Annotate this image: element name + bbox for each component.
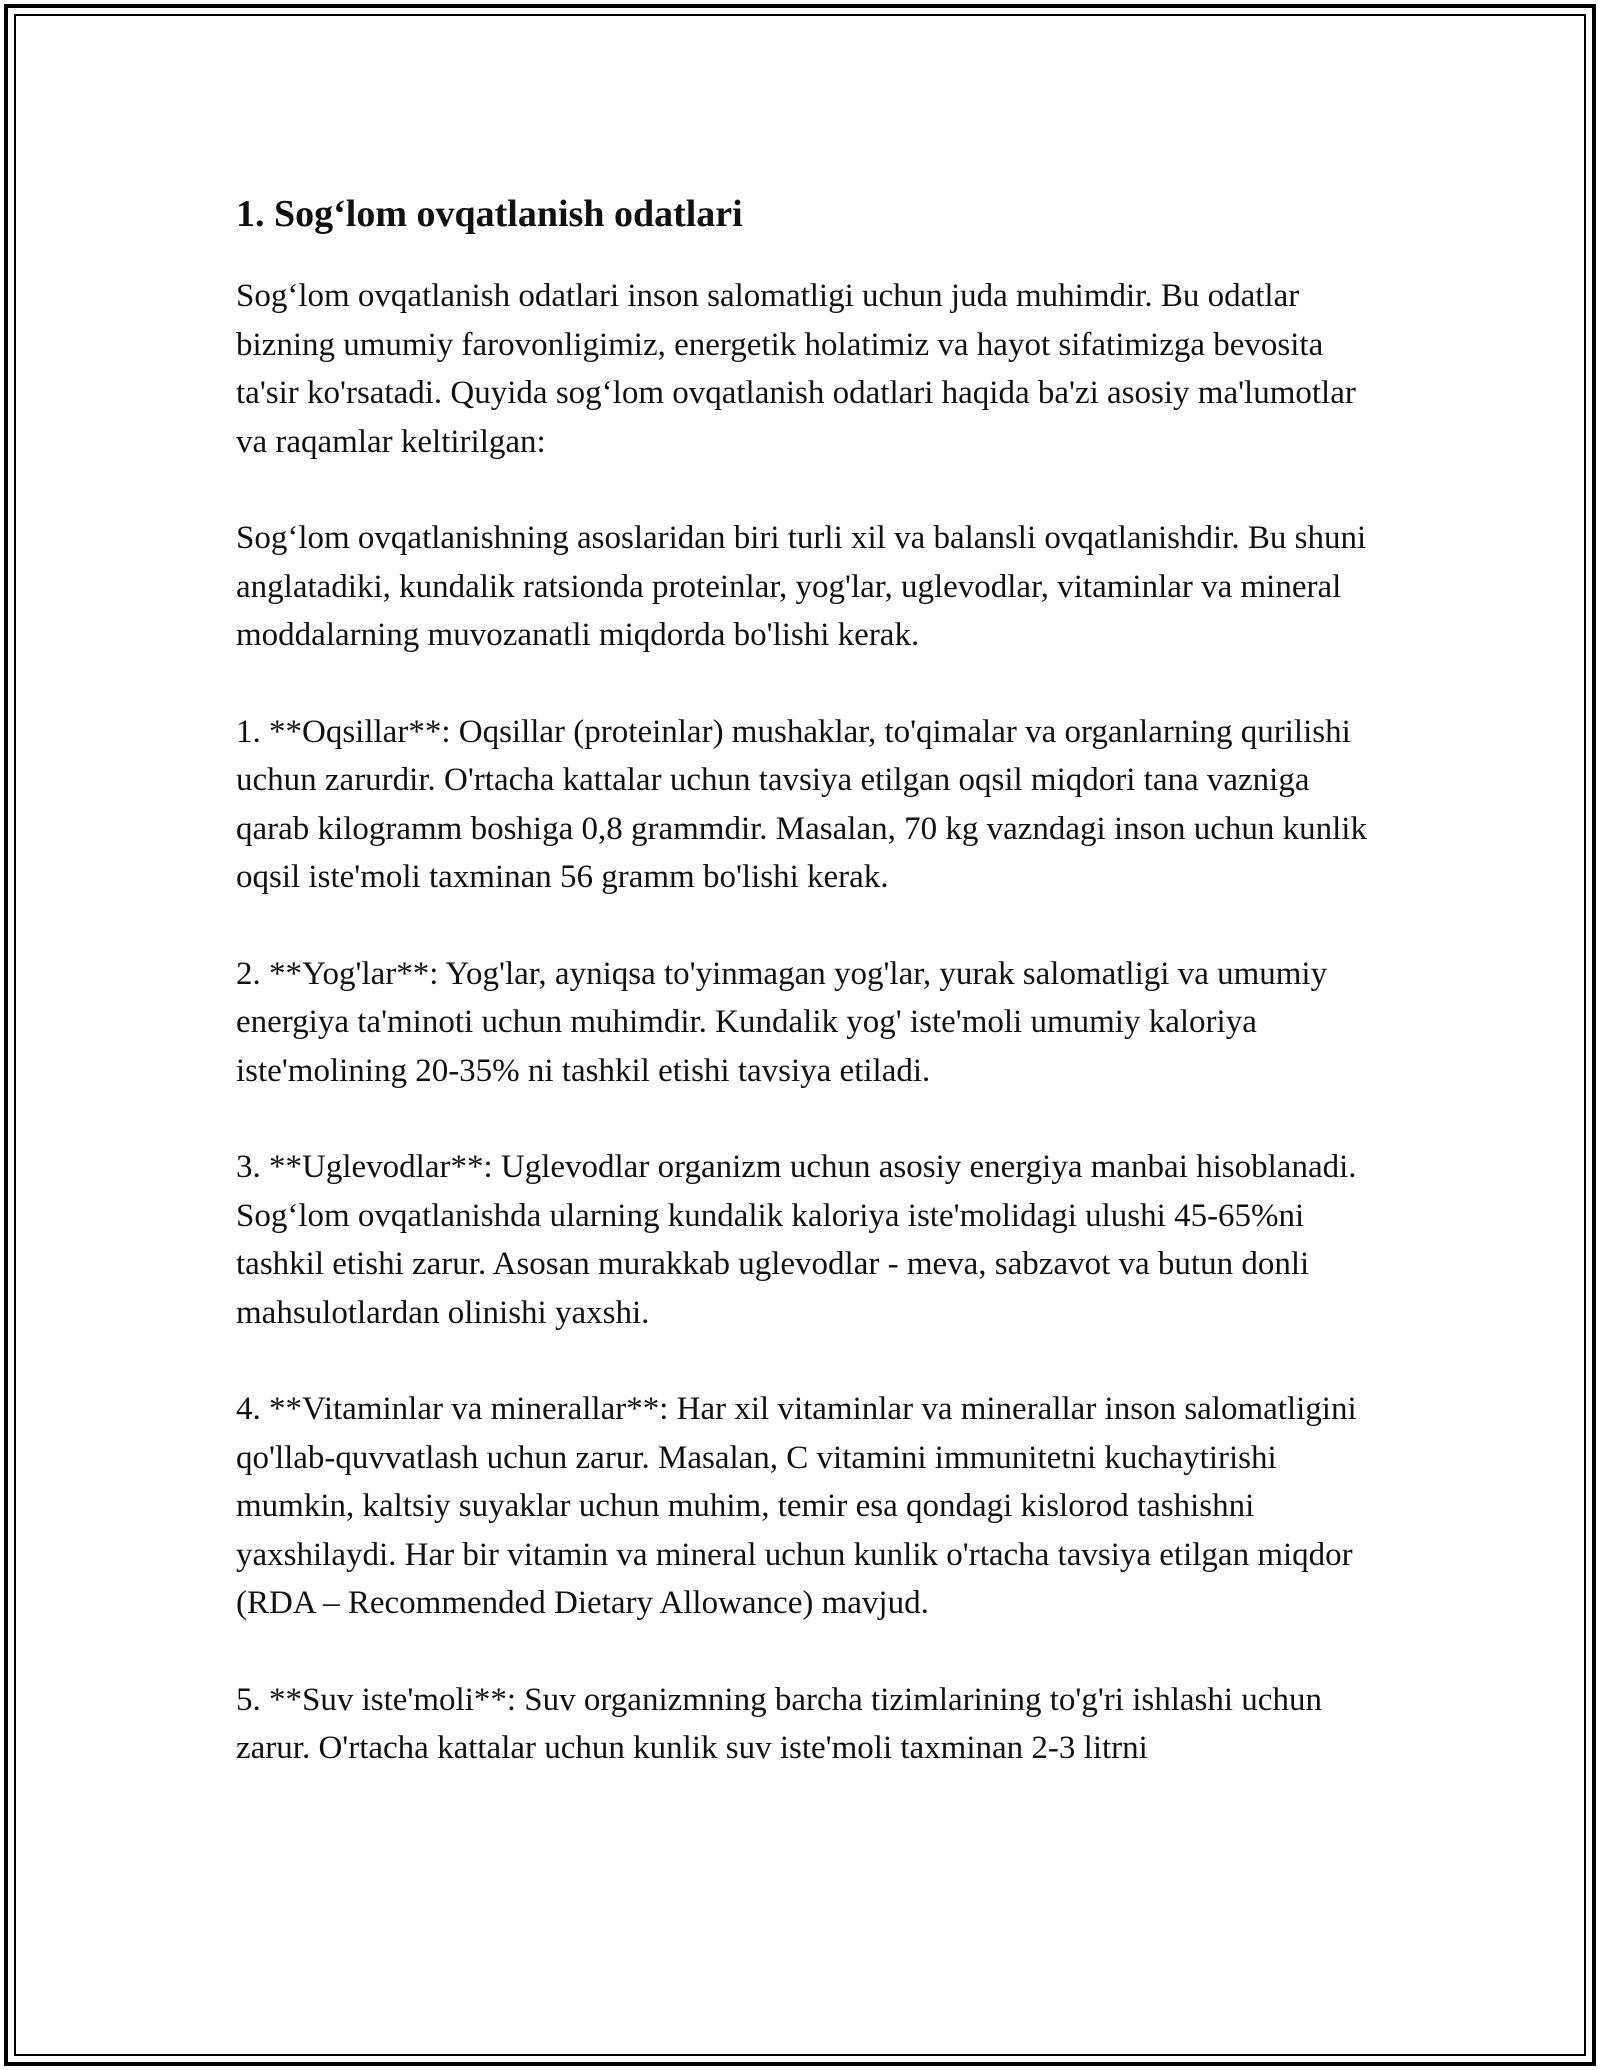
water-intake-paragraph: 5. **Suv iste'moli**: Suv organizmning barcha tizimlarining to'g'ri ishlashi uchun zarur. O'rtacha kattalar uchun kunlik suv iste'moli taxminan 2-3 litrni — [236, 1681, 1322, 1766]
carbohydrates-paragraph: 3. **Uglevodlar**: Uglevodlar organizm uchun asosiy energiya manbai hisoblanadi. Sog‘lom ovqatlanishda ularning kundalik kaloriya iste'molidagi ulushi 45-65%ni tashkil etishi zarur. Asosan murakkab uglevodlar - meva, sabzavot va butun donli mahsulotlardan olinishi yaxshi. — [236, 1149, 1357, 1331]
vitamins-minerals-paragraph: 4. **Vitaminlar va minerallar**: Har xil vitaminlar va minerallar inson salomatligini qo'llab-quvvatlash uchun zarur. Masalan, C vitamini immunitetni kuchaytirishi mumkin, kaltsiy suyaklar uchun muhim, temir esa qondagi kislorod tashishni yaxshilaydi. Har bir vitamin va mineral uchun kunlik o'rtacha tavsiya etilgan miqdor (RDA – Recommended Dietary Allowance) mavjud. — [236, 1391, 1357, 1621]
intro-paragraph: Sog‘lom ovqatlanish odatlari inson salomatligi uchun juda muhimdir. Bu odatlar bizning umumiy farovonligimiz, energetik holatimiz va hayot sifatimizga bevosita ta'sir ko'rsatadi. Quyida sog‘lom ovqatlanish odatlari haqida ba'zi asosiy ma'lumotlar va raqamlar keltirilgan: — [236, 278, 1356, 460]
section-heading: 1. Sog‘lom ovqatlanish odatlari — [236, 193, 743, 235]
proteins-paragraph: 1. **Oqsillar**: Oqsillar (proteinlar) mushaklar, to'qimalar va organlarning qurilishi uchun zarurdir. O'rtacha kattalar uchun tavsiya etilgan oqsil miqdori tana vazniga qarab kilogramm boshiga 0,8 grammdir. Masalan, 70 kg vazndagi inson uchun kunlik oqsil iste'moli taxminan 56 gramm bo'lishi kerak. — [236, 713, 1367, 895]
fats-paragraph: 2. **Yog'lar**: Yog'lar, ayniqsa to'yinmagan yog'lar, yurak salomatligi va umumiy energiya ta'minoti uchun muhimdir. Kundalik yog' iste'moli umumiy kaloriya iste'molining 20-35% ni tashkil etishi tavsiya etiladi. — [236, 955, 1328, 1089]
document-body — [236, 188, 1376, 1821]
balance-paragraph: Sog‘lom ovqatlanishning asoslaridan biri turli xil va balansli ovqatlanishdir. Bu shuni anglatadiki, kundalik ratsionda proteinlar, yog'lar, uglevodlar, vitaminlar va mineral moddalarning muvozanatli miqdorda bo'lishi kerak. — [236, 520, 1367, 653]
